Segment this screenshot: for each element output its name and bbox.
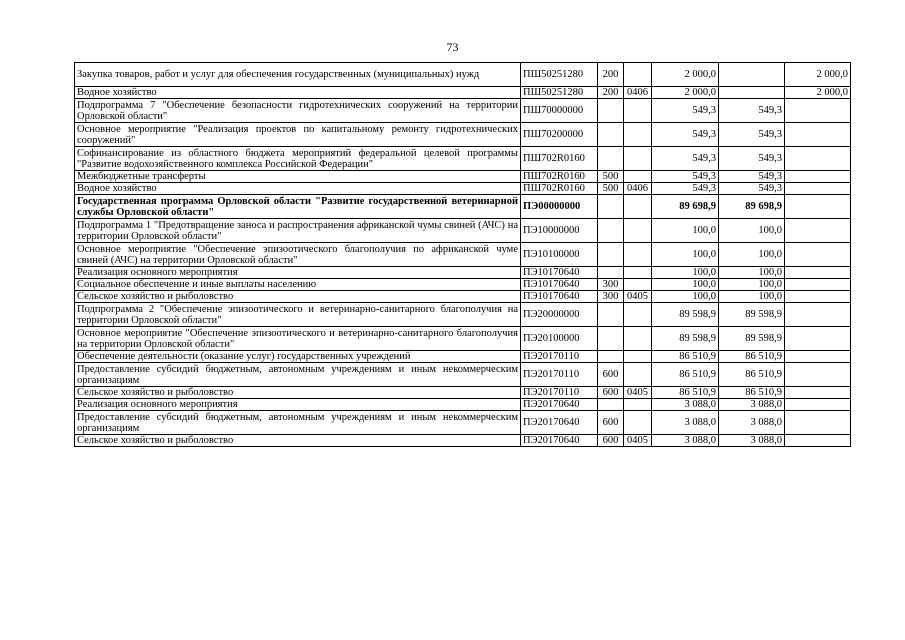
row-amount-2-cell bbox=[719, 63, 785, 87]
row-section-cell bbox=[624, 363, 652, 387]
row-amount-3-cell bbox=[785, 303, 851, 327]
row-code-cell: ПЭ20170640 bbox=[521, 399, 598, 411]
row-expense-type-cell bbox=[598, 351, 624, 363]
row-code-cell: ПЭ20170110 bbox=[521, 351, 598, 363]
row-amount-2-cell: 100,0 bbox=[719, 267, 785, 279]
row-amount-1-cell: 89 598,9 bbox=[652, 327, 719, 351]
row-amount-1-cell: 100,0 bbox=[652, 267, 719, 279]
row-amount-2-cell: 100,0 bbox=[719, 219, 785, 243]
row-section-cell: 0405 bbox=[624, 291, 652, 303]
row-amount-1-cell: 100,0 bbox=[652, 291, 719, 303]
row-name-cell: Реализация основного мероприятия bbox=[75, 399, 521, 411]
table-row bbox=[75, 351, 851, 363]
row-amount-1-cell: 549,3 bbox=[652, 147, 719, 171]
table-row bbox=[75, 435, 851, 447]
row-code-cell: ПЭ20100000 bbox=[521, 327, 598, 351]
row-amount-1-cell: 549,3 bbox=[652, 123, 719, 147]
row-code-cell: ПЭ10170640 bbox=[521, 279, 598, 291]
row-code-cell: ПЭ20170640 bbox=[521, 435, 598, 447]
row-code-cell: ПЭ20170110 bbox=[521, 363, 598, 387]
table-row bbox=[75, 243, 851, 267]
row-amount-1-cell: 2 000,0 bbox=[652, 87, 719, 99]
row-code-cell: ПЭ20170640 bbox=[521, 411, 598, 435]
row-expense-type-cell bbox=[598, 243, 624, 267]
table-row bbox=[75, 291, 851, 303]
row-amount-3-cell bbox=[785, 351, 851, 363]
table-row bbox=[75, 87, 851, 99]
row-section-cell: 0406 bbox=[624, 87, 652, 99]
row-amount-1-cell: 86 510,9 bbox=[652, 351, 719, 363]
row-name-cell: Реализация основного мероприятия bbox=[75, 267, 521, 279]
row-expense-type-cell bbox=[598, 327, 624, 351]
row-section-cell: 0405 bbox=[624, 387, 652, 399]
table-row bbox=[75, 219, 851, 243]
row-amount-1-cell: 2 000,0 bbox=[652, 63, 719, 87]
row-amount-3-cell bbox=[785, 171, 851, 183]
row-expense-type-cell: 200 bbox=[598, 63, 624, 87]
row-name-cell: Подпрограмма 1 "Предотвращение заноса и распространения африканской чумы свиней (АЧС) на территории Орловской области" bbox=[75, 219, 521, 243]
row-name-cell: Основное мероприятие "Обеспечение эпизоотического благополучия по африканской чуме свиней (АЧС) на территории Орловской области" bbox=[75, 243, 521, 267]
row-section-cell bbox=[624, 195, 652, 219]
row-amount-2-cell: 100,0 bbox=[719, 243, 785, 267]
row-amount-1-cell: 549,3 bbox=[652, 183, 719, 195]
row-amount-1-cell: 86 510,9 bbox=[652, 387, 719, 399]
row-name-cell: Софинансирование из областного бюджета мероприятий федеральной целевой программы "Развитие водохозяйственного комплекса Российской Федерации" bbox=[75, 147, 521, 171]
table-row bbox=[75, 303, 851, 327]
row-amount-1-cell: 549,3 bbox=[652, 171, 719, 183]
table-row bbox=[75, 363, 851, 387]
row-amount-2-cell: 3 088,0 bbox=[719, 435, 785, 447]
row-amount-2-cell: 549,3 bbox=[719, 147, 785, 171]
row-code-cell: ПШ70000000 bbox=[521, 99, 598, 123]
row-expense-type-cell bbox=[598, 123, 624, 147]
table-row bbox=[75, 411, 851, 435]
row-code-cell: ПЭ10170640 bbox=[521, 267, 598, 279]
row-code-cell: ПШ70200000 bbox=[521, 123, 598, 147]
row-amount-3-cell: 2 000,0 bbox=[785, 63, 851, 87]
row-amount-3-cell bbox=[785, 435, 851, 447]
row-code-cell: ПЭ00000000 bbox=[521, 195, 598, 219]
row-name-cell: Социальное обеспечение и иные выплаты населению bbox=[75, 279, 521, 291]
row-name-cell: Сельское хозяйство и рыболовство bbox=[75, 435, 521, 447]
row-amount-2-cell: 549,3 bbox=[719, 99, 785, 123]
row-amount-3-cell bbox=[785, 363, 851, 387]
row-section-cell bbox=[624, 411, 652, 435]
row-amount-2-cell: 549,3 bbox=[719, 183, 785, 195]
budget-table-body bbox=[75, 63, 851, 447]
row-name-cell: Сельское хозяйство и рыболовство bbox=[75, 387, 521, 399]
row-expense-type-cell: 500 bbox=[598, 183, 624, 195]
row-amount-2-cell: 100,0 bbox=[719, 279, 785, 291]
row-name-cell: Государственная программа Орловской области "Развитие государственной ветеринарной службы Орловской области" bbox=[75, 195, 521, 219]
row-code-cell: ПЭ20170110 bbox=[521, 387, 598, 399]
row-amount-3-cell bbox=[785, 291, 851, 303]
row-amount-2-cell: 86 510,9 bbox=[719, 387, 785, 399]
row-amount-1-cell: 3 088,0 bbox=[652, 399, 719, 411]
row-amount-2-cell: 549,3 bbox=[719, 171, 785, 183]
row-name-cell: Предоставление субсидий бюджетным, автономным учреждениям и иным некоммерческим организациям bbox=[75, 411, 521, 435]
row-name-cell: Подпрограмма 2 "Обеспечение эпизоотического и ветеринарно-санитарного благополучия на территории Орловской области" bbox=[75, 303, 521, 327]
row-amount-3-cell bbox=[785, 327, 851, 351]
row-code-cell: ПШ50251280 bbox=[521, 63, 598, 87]
row-expense-type-cell bbox=[598, 399, 624, 411]
row-section-cell: 0406 bbox=[624, 183, 652, 195]
row-amount-1-cell: 89 598,9 bbox=[652, 303, 719, 327]
row-code-cell: ПЭ10170640 bbox=[521, 291, 598, 303]
row-amount-2-cell: 3 088,0 bbox=[719, 411, 785, 435]
row-amount-3-cell bbox=[785, 123, 851, 147]
row-amount-3-cell bbox=[785, 243, 851, 267]
row-expense-type-cell bbox=[598, 195, 624, 219]
row-amount-2-cell: 100,0 bbox=[719, 291, 785, 303]
row-section-cell bbox=[624, 303, 652, 327]
row-expense-type-cell bbox=[598, 147, 624, 171]
row-expense-type-cell: 300 bbox=[598, 291, 624, 303]
row-expense-type-cell bbox=[598, 303, 624, 327]
table-row bbox=[75, 387, 851, 399]
row-amount-3-cell bbox=[785, 411, 851, 435]
row-name-cell: Водное хозяйство bbox=[75, 87, 521, 99]
row-amount-3-cell bbox=[785, 219, 851, 243]
row-expense-type-cell: 600 bbox=[598, 411, 624, 435]
row-code-cell: ПШ50251280 bbox=[521, 87, 598, 99]
table-row bbox=[75, 171, 851, 183]
row-amount-3-cell bbox=[785, 195, 851, 219]
row-section-cell bbox=[624, 123, 652, 147]
row-expense-type-cell: 600 bbox=[598, 435, 624, 447]
row-amount-3-cell bbox=[785, 99, 851, 123]
row-amount-2-cell: 89 598,9 bbox=[719, 303, 785, 327]
row-amount-2-cell: 89 698,9 bbox=[719, 195, 785, 219]
row-section-cell bbox=[624, 267, 652, 279]
row-amount-3-cell bbox=[785, 399, 851, 411]
row-expense-type-cell: 500 bbox=[598, 171, 624, 183]
row-amount-2-cell: 86 510,9 bbox=[719, 363, 785, 387]
row-expense-type-cell: 600 bbox=[598, 387, 624, 399]
row-amount-1-cell: 86 510,9 bbox=[652, 363, 719, 387]
row-amount-1-cell: 100,0 bbox=[652, 279, 719, 291]
row-name-cell: Основное мероприятие "Реализация проектов по капитальному ремонту гидротехнических сооружений" bbox=[75, 123, 521, 147]
row-amount-3-cell bbox=[785, 279, 851, 291]
row-code-cell: ПШ702R0160 bbox=[521, 183, 598, 195]
row-amount-3-cell bbox=[785, 387, 851, 399]
row-amount-1-cell: 3 088,0 bbox=[652, 411, 719, 435]
row-code-cell: ПЭ10100000 bbox=[521, 243, 598, 267]
row-name-cell: Подпрограмма 7 "Обеспечение безопасности гидротехнических сооружений на территории Орловской области" bbox=[75, 99, 521, 123]
budget-table bbox=[74, 62, 851, 447]
row-section-cell bbox=[624, 219, 652, 243]
table-row bbox=[75, 99, 851, 123]
row-section-cell bbox=[624, 327, 652, 351]
row-amount-2-cell: 86 510,9 bbox=[719, 351, 785, 363]
row-expense-type-cell: 300 bbox=[598, 279, 624, 291]
row-section-cell bbox=[624, 99, 652, 123]
row-section-cell bbox=[624, 147, 652, 171]
table-row bbox=[75, 279, 851, 291]
row-name-cell: Межбюджетные трансферты bbox=[75, 171, 521, 183]
row-expense-type-cell: 600 bbox=[598, 363, 624, 387]
row-section-cell bbox=[624, 279, 652, 291]
row-name-cell: Предоставление субсидий бюджетным, автономным учреждениям и иным некоммерческим организациям bbox=[75, 363, 521, 387]
row-amount-3-cell bbox=[785, 267, 851, 279]
row-amount-2-cell: 3 088,0 bbox=[719, 399, 785, 411]
row-amount-3-cell: 2 000,0 bbox=[785, 87, 851, 99]
row-code-cell: ПШ702R0160 bbox=[521, 147, 598, 171]
row-code-cell: ПЭ10000000 bbox=[521, 219, 598, 243]
row-amount-1-cell: 100,0 bbox=[652, 243, 719, 267]
row-section-cell: 0405 bbox=[624, 435, 652, 447]
table-row bbox=[75, 267, 851, 279]
row-expense-type-cell bbox=[598, 99, 624, 123]
row-section-cell bbox=[624, 171, 652, 183]
row-amount-1-cell: 89 698,9 bbox=[652, 195, 719, 219]
row-expense-type-cell bbox=[598, 219, 624, 243]
row-amount-1-cell: 3 088,0 bbox=[652, 435, 719, 447]
table-row bbox=[75, 63, 851, 87]
row-amount-2-cell: 549,3 bbox=[719, 123, 785, 147]
row-code-cell: ПЭ20000000 bbox=[521, 303, 598, 327]
row-section-cell bbox=[624, 243, 652, 267]
row-expense-type-cell bbox=[598, 267, 624, 279]
table-row bbox=[75, 147, 851, 171]
row-expense-type-cell: 200 bbox=[598, 87, 624, 99]
table-row bbox=[75, 123, 851, 147]
row-section-cell bbox=[624, 399, 652, 411]
row-amount-3-cell bbox=[785, 183, 851, 195]
row-section-cell bbox=[624, 351, 652, 363]
row-section-cell bbox=[624, 63, 652, 87]
table-row bbox=[75, 399, 851, 411]
table-row bbox=[75, 183, 851, 195]
table-row bbox=[75, 195, 851, 219]
row-amount-3-cell bbox=[785, 147, 851, 171]
table-row bbox=[75, 327, 851, 351]
row-name-cell: Основное мероприятие "Обеспечение эпизоотического и ветеринарно-санитарного благополучия на территории Орловской области" bbox=[75, 327, 521, 351]
row-amount-1-cell: 100,0 bbox=[652, 219, 719, 243]
row-code-cell: ПШ702R0160 bbox=[521, 171, 598, 183]
row-amount-2-cell bbox=[719, 87, 785, 99]
page-number: 73 bbox=[446, 40, 459, 54]
row-amount-2-cell: 89 598,9 bbox=[719, 327, 785, 351]
row-amount-1-cell: 549,3 bbox=[652, 99, 719, 123]
row-name-cell: Обеспечение деятельности (оказание услуг) государственных учреждений bbox=[75, 351, 521, 363]
row-name-cell: Сельское хозяйство и рыболовство bbox=[75, 291, 521, 303]
row-name-cell: Водное хозяйство bbox=[75, 183, 521, 195]
row-name-cell: Закупка товаров, работ и услуг для обеспечения государственных (муниципальных) нужд bbox=[75, 63, 521, 87]
